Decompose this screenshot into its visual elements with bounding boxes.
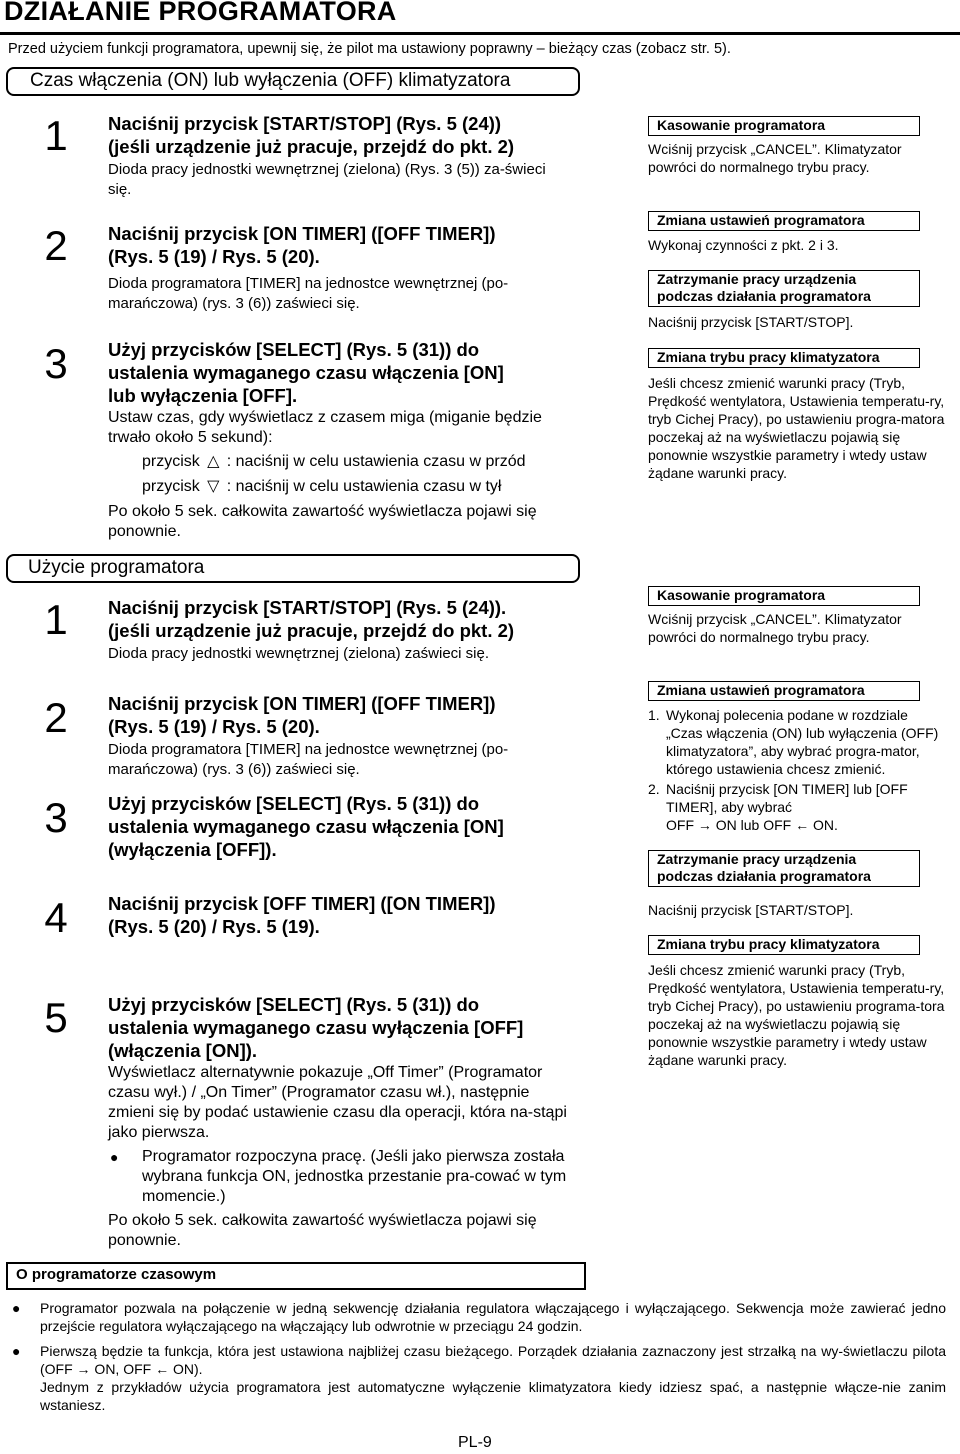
side-list-item	[648, 706, 948, 778]
step-2	[108, 222, 578, 314]
step-5	[108, 993, 578, 1062]
step-3	[108, 338, 578, 407]
timer-info-heading: O programatorze czasowym	[6, 1262, 586, 1290]
step5-bullet	[108, 1147, 568, 1207]
step-note: Dioda pracy jednostki wewnętrznej (zielona) zaświeci się.	[108, 645, 489, 662]
intro-text: Przed użyciem funkcji programatora, upewnij się, że pilot ma ustawiony poprawny – bieżący czas (zobacz str. 5).	[8, 41, 731, 57]
step-line: (jeśli urządzenie już pracuje, przejdź do pkt. 2)	[108, 620, 515, 641]
side-heading-line: podczas działania programatora	[657, 288, 871, 304]
side-text: Wciśnij przycisk „CANCEL”. Klimatyzator powróci do normalnego trybu pracy.	[648, 141, 902, 175]
step-line: (jeśli urządzenie już pracuje, przejdź do pkt. 2)	[108, 136, 515, 157]
step-line: (Rys. 5 (19) / Rys. 5 (20).	[108, 246, 320, 267]
button-desc: : naciśnij w celu ustawienia czasu w tył	[226, 478, 502, 495]
side-heading-line: Zatrzymanie pracy urządzenia	[657, 851, 857, 867]
list-number: 2.	[648, 781, 660, 797]
step-3	[108, 792, 578, 861]
button-down-row	[142, 477, 501, 497]
step-line: lub wyłączenia [OFF].	[108, 385, 298, 406]
step-number: 4	[44, 894, 68, 941]
title-divider	[0, 32, 960, 35]
button-label: przycisk	[142, 453, 200, 470]
side-text: Jeśli chcesz zmienić warunki pracy (Tryb, Prędkość wentylatora, Ustawienia temperatu-ry, tryb Cichej Pracy), po ustawieniu progra-matora poczekaj aż na wyświetlaczu pojawią się ponownie wszystkie parametry i wtedy ustaw żądane warunki pracy.	[648, 375, 945, 481]
bullet-icon: ●	[12, 1343, 21, 1359]
side-text: Wciśnij przycisk „CANCEL”. Klimatyzator powróci do normalnego trybu pracy.	[648, 611, 902, 645]
step-number: 5	[44, 994, 68, 1041]
side-heading: Zmiana trybu pracy klimatyzatora	[648, 935, 920, 955]
step-number: 2	[44, 222, 68, 269]
bullet-text: Jednym z przykładów użycia programatora jest automatyczne wyłączenie klimatyzatora kiedy idziesz spać, a następnie włącze-nie zanim wstaniesz.	[40, 1379, 946, 1413]
step-line: ustalenia wymaganego czasu wyłączenia [OFF]	[108, 1017, 524, 1038]
bullet-icon: ●	[12, 1300, 21, 1316]
bullet-text: Programator pozwala na połączenie w jedną sekwencję działania regulatora włączającego i wyłączającego. Sekwencja może zawierać jedno przejście regulatora wyłączającego na włączający lub odwrotnie w przeciągu 24 godzin.	[40, 1300, 946, 1334]
step-4	[108, 892, 578, 938]
step-number: 1	[44, 112, 68, 159]
step5-body: Wyświetlacz alternatywnie pokazuje „Off Timer” (Programator czasu wył.) / „On Timer” (Programator czasu wł.), następnie zmieni się by podać ustawienie czasu dla operacji, która na-stąpi jako pierwsza.	[108, 1064, 567, 1141]
section2-heading: Użycie programatora	[6, 554, 580, 583]
list-text: Naciśnij przycisk [ON TIMER] lub [OFF TIMER], aby wybrać	[666, 781, 908, 815]
side-heading	[648, 270, 920, 307]
after-text: Po około 5 sek. całkowita zawartość wyświetlacza pojawi się ponownie.	[108, 503, 537, 540]
side-text: Naciśnij przycisk [START/STOP].	[648, 314, 854, 330]
side-heading: Zmiana ustawień programatora	[648, 681, 920, 701]
side-heading-line: podczas działania programatora	[657, 868, 871, 884]
step-number: 2	[44, 694, 68, 741]
page-title: DZIAŁANIE PROGRAMATORA	[4, 0, 397, 26]
step-number: 3	[44, 794, 68, 841]
footer-bullet-1	[10, 1299, 946, 1335]
step-line: ustalenia wymaganego czasu włączenia [ON]	[108, 362, 504, 383]
button-label: przycisk	[142, 478, 200, 495]
side-heading: Zmiana ustawień programatora	[648, 211, 920, 231]
step-line: Użyj przycisków [SELECT] (Rys. 5 (31)) do	[108, 339, 480, 360]
side-text: Wykonaj czynności z pkt. 2 i 3.	[648, 237, 839, 253]
side-text: Naciśnij przycisk [START/STOP].	[648, 902, 854, 918]
step-1	[108, 112, 578, 200]
step-line: (wyłączenia [OFF]).	[108, 839, 277, 860]
side-heading	[648, 850, 920, 887]
step-2	[108, 692, 578, 780]
side-heading: Zmiana trybu pracy klimatyzatora	[648, 348, 920, 368]
step-number: 1	[44, 596, 68, 643]
section1-heading: Czas włączenia (ON) lub wyłączenia (OFF) klimatyzatora	[6, 67, 580, 96]
step-1	[108, 596, 578, 664]
step-line: Naciśnij przycisk [START/STOP] (Rys. 5 (24))	[108, 113, 502, 134]
list-text: OFF → ON lub OFF ← ON.	[666, 817, 838, 833]
step-note: Dioda pracy jednostki wewnętrznej (zielona) (Rys. 3 (5)) za-świeci się.	[108, 161, 546, 198]
step-line: Naciśnij przycisk [ON TIMER] ([OFF TIMER])	[108, 223, 496, 244]
button-up-row	[142, 452, 526, 472]
step-line: Naciśnij przycisk [OFF TIMER] ([ON TIMER])	[108, 893, 496, 914]
step-line: Użyj przycisków [SELECT] (Rys. 5 (31)) do	[108, 994, 480, 1015]
step-line: (Rys. 5 (20) / Rys. 5 (19).	[108, 916, 320, 937]
step3-body: Ustaw czas, gdy wyświetlacz z czasem miga (miganie będzie trwało około 5 sekund):	[108, 409, 542, 446]
side-heading: Kasowanie programatora	[648, 116, 920, 136]
side-list-item	[648, 780, 948, 834]
list-text: Wykonaj polecenia podane w rozdziale „Czas włączenia (ON) lub wyłączenia (OFF) klimatyzatora”, aby wybrać progra-mator, którego ustawienia chcesz zmienić.	[666, 707, 939, 777]
side-heading-line: Zatrzymanie pracy urządzenia	[657, 271, 857, 287]
side-text: Jeśli chcesz zmienić warunki pracy (Tryb, Prędkość wentylatora, Ustawienia temperatu-ry, tryb Cichej Pracy), po ustawieniu programa-tora poczekaj aż na wyświetlaczu pojawią się ponownie wszystkie parametry i wtedy ustaw żądane warunki pracy.	[648, 962, 945, 1068]
bullet-text: Pierwszą będzie ta funkcja, która jest ustawiona najbliżej czasu bieżącego. Porządek działania zaznaczony jest strzałką na wy-świetlaczu pilota (OFF → ON, OFF ← ON).	[40, 1343, 946, 1377]
triangle-up-icon: △	[207, 453, 220, 470]
side-heading: Kasowanie programatora	[648, 586, 920, 606]
step-note: Dioda programatora [TIMER] na jednostce wewnętrznej (po-marańczowa) (rys. 3 (6)) zaświeci się.	[108, 275, 509, 312]
footer-bullet-2	[10, 1342, 946, 1414]
step-line: Naciśnij przycisk [START/STOP] (Rys. 5 (24)).	[108, 597, 507, 618]
step-note: Dioda programatora [TIMER] na jednostce wewnętrznej (po-marańczowa) (rys. 3 (6)) zaświeci się.	[108, 741, 509, 778]
step-line: (Rys. 5 (19) / Rys. 5 (20).	[108, 716, 320, 737]
step-number: 3	[44, 340, 68, 387]
after-text: Po około 5 sek. całkowita zawartość wyświetlacza pojawi się ponownie.	[108, 1212, 537, 1249]
list-number: 1.	[648, 707, 660, 723]
step-line: (włączenia [ON]).	[108, 1040, 258, 1061]
step-line: Użyj przycisków [SELECT] (Rys. 5 (31)) do	[108, 793, 480, 814]
step-line: ustalenia wymaganego czasu włączenia [ON]	[108, 816, 504, 837]
step-line: Naciśnij przycisk [ON TIMER] ([OFF TIMER])	[108, 693, 496, 714]
page-number: PL-9	[458, 1434, 492, 1451]
triangle-down-icon: ▽	[207, 478, 220, 495]
bullet-text: Programator rozpoczyna pracę. (Jeśli jako pierwsza została wybrana funkcja ON, jednostka przestanie pra-cować w tym momencie.)	[142, 1148, 567, 1205]
button-desc: : naciśnij w celu ustawienia czasu w przód	[226, 453, 526, 470]
bullet-icon: ●	[110, 1149, 119, 1165]
